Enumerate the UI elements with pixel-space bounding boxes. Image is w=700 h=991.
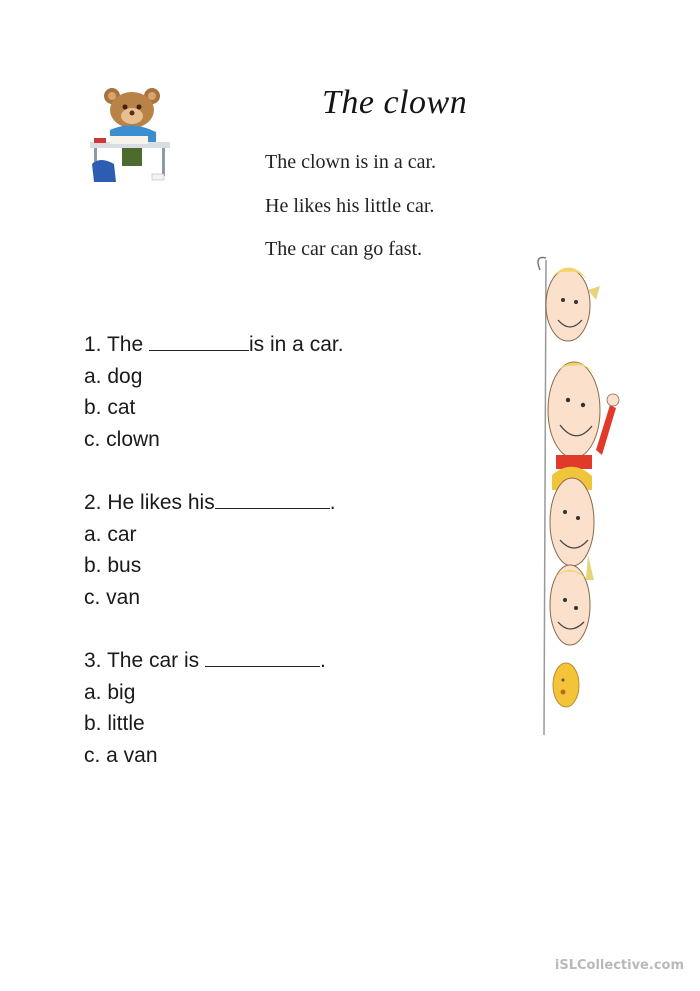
option-1b[interactable]: b. cat — [84, 396, 136, 419]
option-2c[interactable]: c. van — [84, 585, 141, 609]
question-2 — [84, 487, 336, 613]
option-3c[interactable]: c. a van — [84, 743, 158, 767]
question-2-prefix: 2. He likes his — [84, 491, 215, 514]
question-1 — [84, 329, 344, 455]
answer-blank-1[interactable] — [149, 332, 249, 351]
question-2-suffix: . — [329, 491, 336, 514]
watermark: iSLCollective.com — [554, 958, 684, 973]
answer-blank-3[interactable] — [205, 648, 320, 667]
option-3b[interactable]: b. little — [84, 712, 145, 735]
story-line-2: He likes his little car. — [265, 195, 435, 217]
worksheet-title: The clown — [322, 84, 468, 121]
question-3-text — [84, 645, 326, 677]
option-1a[interactable]: a. dog — [84, 364, 143, 388]
answer-blank-2[interactable] — [215, 490, 330, 509]
option-2a[interactable]: a. car — [84, 522, 137, 546]
bear-at-desk-icon — [80, 80, 180, 190]
question-3 — [84, 645, 326, 771]
question-1-suffix: is in a car. — [249, 333, 344, 356]
question-2-text — [84, 487, 336, 519]
option-2b[interactable]: b. bus — [84, 554, 142, 577]
story-line-3: The car can go fast. — [265, 238, 423, 260]
question-1-prefix: 1. The — [84, 333, 149, 356]
option-3a[interactable]: a. big — [84, 680, 136, 704]
peeking-kids-icon — [530, 250, 620, 740]
story-line-1: The clown is in a car. — [265, 151, 437, 173]
option-1c[interactable]: c. clown — [84, 427, 160, 451]
question-1-text — [84, 329, 344, 361]
question-3-suffix: . — [320, 649, 326, 672]
question-3-prefix: 3. The car is — [84, 649, 205, 672]
